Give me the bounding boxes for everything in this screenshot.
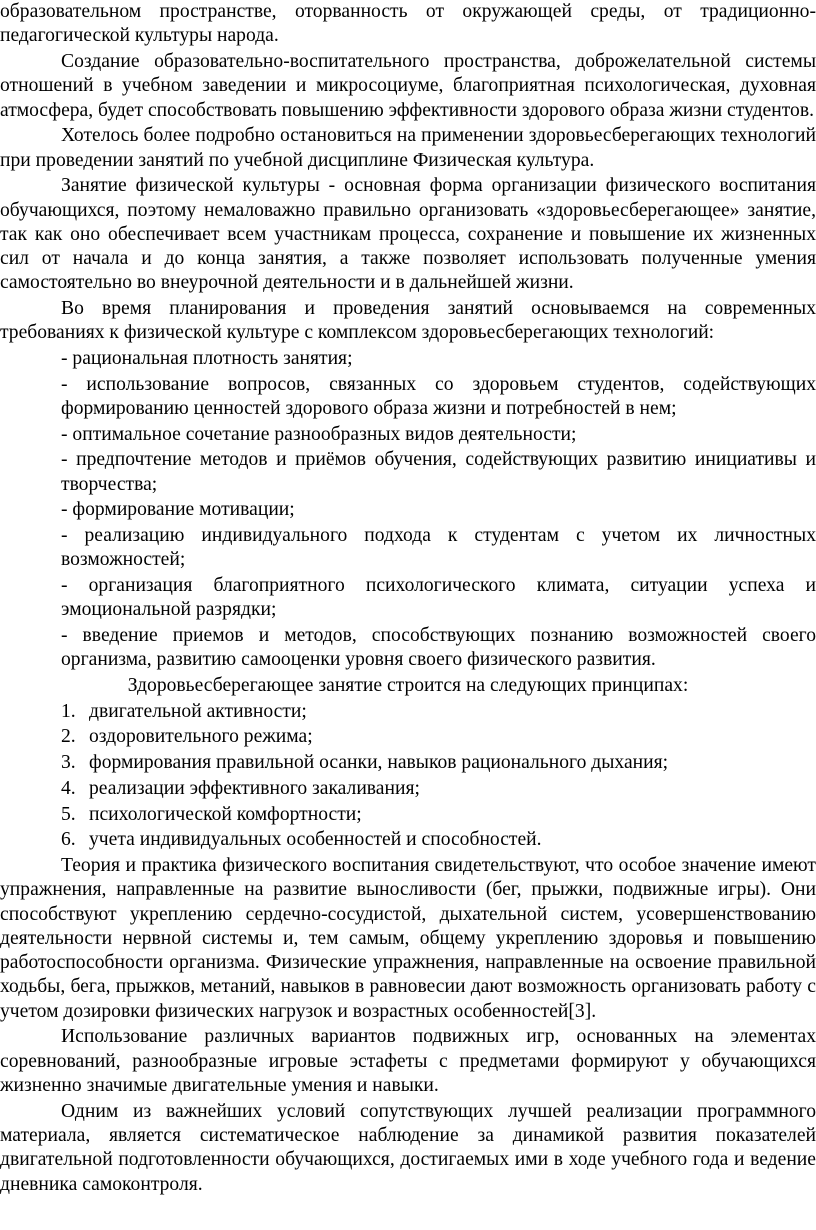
list-item-text: оздоровительного режима;	[89, 726, 313, 748]
principles-heading: Здоровьесберегающее занятие строится на следующих принципах:	[127, 675, 689, 697]
list-item	[61, 827, 816, 853]
list-item: - предпочтение методов и приёмов обучения, содействующих развитию инициативы и творчества;	[61, 449, 816, 495]
requirements-list	[0, 346, 816, 673]
list-item: - оптимальное сочетание разнообразных видов деятельности;	[61, 423, 577, 445]
list-item: - введение приемов и методов, способствующих познанию возможностей своего организма, развитию самооценки уровня своего физического развития.	[61, 625, 816, 671]
list-item	[61, 750, 816, 776]
paragraph-physical-lesson: Занятие физической культуры - основная форма организации физического воспитания обучающихся, поэтому немаловажно правильно организовать «здоровьесберегающее» занятие, так как оно обеспечивает всем участникам процесса, сохранение и повышение их жизненных сил от начала и до конца занятия, а также позволяет использовать полученные умения самостоятельно во внеурочной деятельности и в дальнейшей жизни.	[0, 175, 816, 294]
list-item: - организация благоприятного психологического климата, ситуации успеха и эмоциональной разрядки;	[61, 575, 816, 621]
list-item: - использование вопросов, связанных со здоровьем студентов, содействующих формированию ценностей здорового образа жизни и потребностей в нем;	[61, 373, 816, 420]
paragraph-health-technologies: Хотелось более подробно остановиться на применении здоровьесберегающих технологий при проведении занятий по учебной дисциплине Физическая культура.	[0, 125, 816, 171]
list-item-text: реализации эффективного закаливания;	[89, 777, 420, 799]
list-item-text: двигательной активности;	[89, 700, 307, 722]
list-item-number: 4.	[61, 777, 76, 799]
list-item	[61, 724, 816, 750]
list-item	[61, 775, 816, 801]
paragraph-education-space: Создание образовательно-воспитательного пространства, доброжелательной системы отношений в учебном заведении и микросоциуме, благоприятная психологическая, духовная атмосфера, будет способствовать повышению эффективности здорового образа жизни студентов.	[0, 50, 816, 121]
list-item-number: 6.	[61, 829, 76, 851]
list-item-text: психологической комфортности;	[89, 803, 362, 825]
list-item-number: 1.	[61, 700, 76, 722]
list-item-number: 5.	[61, 803, 76, 825]
principles-list	[0, 698, 816, 852]
list-item-text: формирования правильной осанки, навыков рационального дыхания;	[89, 752, 669, 774]
list-item	[61, 698, 816, 724]
list-item: - рациональная плотность занятия;	[61, 348, 353, 370]
list-item: - реализацию индивидуального подхода к студентам с учетом их личностных возможностей;	[61, 525, 816, 571]
paragraph-theory-practice: Теория и практика физического воспитания свидетельствуют, что особое значение имеют упражнения, направленные на развитие выносливости (бег, прыжки, подвижные игры). Они способствуют укреплению сердечно-сосудистой, дыхательной систем, усовершенствованию деятельности нервной системы и, тем самым, общему укреплению здоровья и повышению работоспособности организма. Физические упражнения, направленные на освоение правильной ходьбы, бега, прыжков, метаний, навыков в равновесии дают возможность организовать работу с учетом дозировки физических нагрузок и возрастных особенностей[3].	[0, 854, 816, 1022]
list-item	[61, 801, 816, 827]
opening-paragraph: образовательном пространстве, оторванность от окружающей среды, от традиционно-педагогической культуры народа.	[0, 1, 816, 47]
paragraph-monitoring: Одним из важнейших условий сопутствующих лучшей реализации программного материала, является систематическое наблюдение за динамикой развития показателей двигательной подготовленности обучающихся, достигаемых ими в ходе учебного года и ведение дневника самоконтроля.	[0, 1100, 816, 1195]
list-item-text: учета индивидуальных особенностей и способностей.	[89, 829, 542, 851]
paragraph-planning: Во время планирования и проведения занятий основываемся на современных требованиях к физической культуре с комплексом здоровьесберегающих технологий:	[0, 298, 816, 344]
list-item-number: 2.	[61, 726, 76, 748]
list-item: - формирование мотивации;	[61, 499, 295, 521]
list-item-number: 3.	[61, 752, 76, 774]
paragraph-games: Использование различных вариантов подвижных игр, основанных на элементах соревнований, разнообразные игровые эстафеты с предметами формируют у обучающихся жизненно значимые двигательные умения и навыки.	[0, 1026, 816, 1096]
